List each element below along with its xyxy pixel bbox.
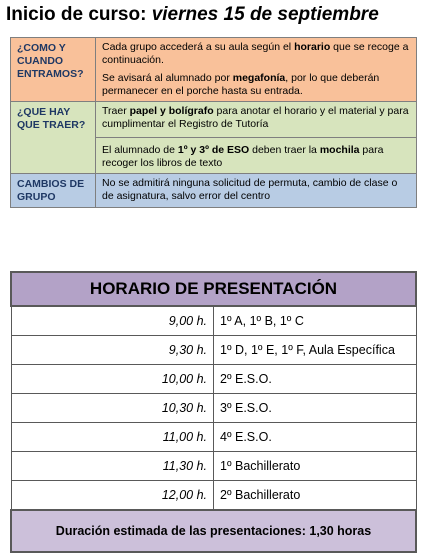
- schedule-group: 3º E.S.O.: [214, 394, 417, 423]
- schedule-header: HORARIO DE PRESENTACIÓN: [11, 272, 416, 306]
- schedule-hour: 11,00 h.: [11, 423, 214, 452]
- schedule-hour: 9,00 h.: [11, 306, 214, 336]
- page-title: [6, 0, 424, 30]
- schedule-hour: 12,00 h.: [11, 481, 214, 511]
- schedule-group: 1º A, 1º B, 1º C: [214, 306, 417, 336]
- schedule-group: 2º Bachillerato: [214, 481, 417, 511]
- schedule-group: 1º D, 1º E, 1º F, Aula Específica: [214, 336, 417, 365]
- text: Cada grupo accederá a su aula según el: [102, 41, 295, 53]
- info-que-p1: [96, 105, 416, 138]
- schedule-hour: 10,00 h.: [11, 365, 214, 394]
- info-label-que: ¿QUE HAY QUE TRAER?: [11, 102, 96, 174]
- schedule-group: 4º E.S.O.: [214, 423, 417, 452]
- info-row-como: [11, 38, 417, 102]
- text: para anotar el horario y el material y para cumplimentar el Registro de Tutoría: [102, 105, 409, 130]
- text: Se avisará al alumnado por: [102, 72, 233, 84]
- info-como-p1: [102, 41, 410, 67]
- schedule-group: 2º E.S.O.: [214, 365, 417, 394]
- schedule-hour: 11,30 h.: [11, 452, 214, 481]
- highlight: papel y bolígrafo: [129, 105, 214, 117]
- schedule-row: [11, 481, 416, 511]
- title-date: viernes 15 de septiembre: [151, 4, 379, 25]
- schedule-row: [11, 365, 416, 394]
- info-content-cambios: No se admitirá ninguna solicitud de permuta, cambio de clase o de asignatura, salvo error del centro: [96, 174, 417, 208]
- text: deben traer la: [249, 144, 320, 156]
- text: que se recoge a continuación.: [102, 41, 409, 66]
- info-que-p2: [102, 138, 410, 170]
- schedule-row: [11, 394, 416, 423]
- schedule-group: 1º Bachillerato: [214, 452, 417, 481]
- title-prefix: Inicio de curso:: [6, 4, 147, 25]
- schedule-hour: 9,30 h.: [11, 336, 214, 365]
- info-row-cambios: [11, 174, 417, 208]
- highlight: mochila: [319, 144, 360, 156]
- schedule-header-row: [11, 272, 416, 306]
- info-label-cambios: CAMBIOS DE GRUPO: [11, 174, 96, 208]
- text: El alumnado de: [102, 144, 178, 156]
- highlight: megafonía: [232, 72, 286, 84]
- schedule-footer: Duración estimada de las presentaciones: 1,30 horas: [11, 510, 416, 552]
- text: Traer: [102, 105, 130, 117]
- info-como-p2: [102, 72, 410, 98]
- highlight: 1º y 3º de ESO: [177, 144, 250, 156]
- info-row-que: [11, 102, 417, 174]
- schedule-row: [11, 423, 416, 452]
- info-content-que: [96, 102, 417, 174]
- schedule-row: [11, 306, 416, 336]
- schedule-table: [10, 271, 417, 553]
- text: , por lo que deberán permanecer en el porche hasta su entrada.: [102, 72, 380, 97]
- info-table: [10, 37, 417, 208]
- schedule-row: [11, 336, 416, 365]
- info-label-como: ¿COMO Y CUANDO ENTRAMOS?: [11, 38, 96, 102]
- schedule-row: [11, 452, 416, 481]
- text: para recoger los libros de texto: [102, 144, 384, 169]
- highlight: horario: [294, 41, 331, 53]
- info-content-como: [96, 38, 417, 102]
- schedule-hour: 10,30 h.: [11, 394, 214, 423]
